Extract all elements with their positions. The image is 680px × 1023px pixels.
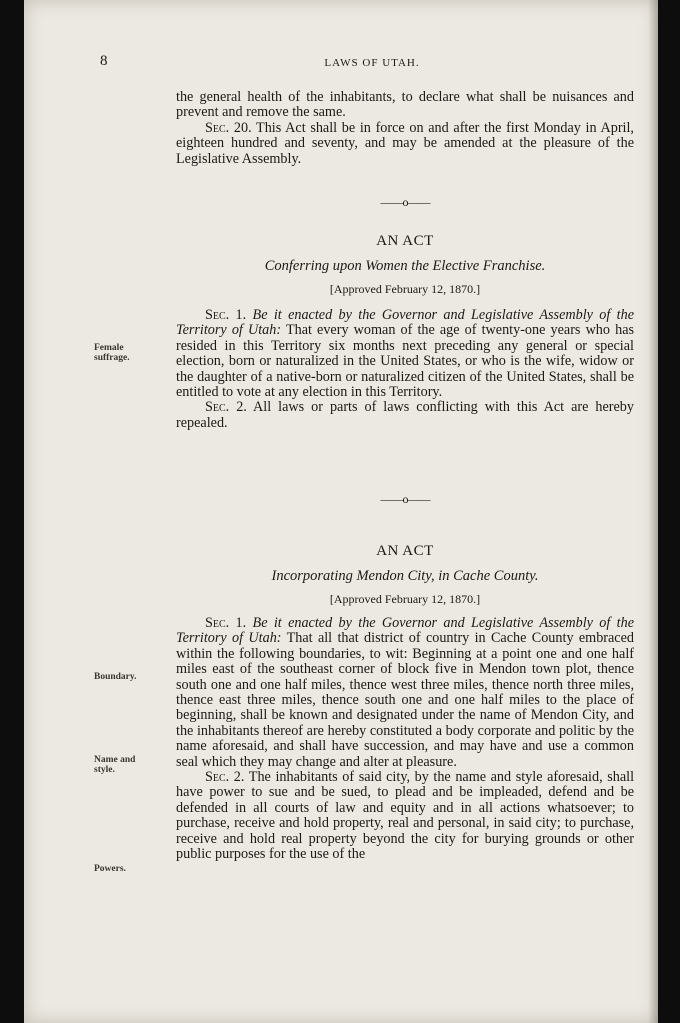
act-subtitle: Conferring upon Women the Elective Franchise. <box>264 258 546 274</box>
act-subtitle: Incorporating Mendon City, in Cache County. <box>271 568 539 584</box>
section-label: Sec. 1. <box>205 307 247 323</box>
section-label: Sec. 2. <box>205 399 247 416</box>
act-1-heading <box>176 233 634 297</box>
act-2-heading <box>176 543 634 607</box>
margin-note-boundary: Boundary. <box>94 672 137 682</box>
act-2-body <box>176 616 634 863</box>
approved-date: [Approved February 12, 1870.] <box>329 592 481 606</box>
section-text: The inhabitants of said city, by the name and style aforesaid, shall have power to sue and be sued, to plead and be impleaded, defend and be defended in all courts of law and equity and in all actions whatsoever; to purchase, receive and hold property, real and personal, in said city; to purchase, receive and hold real property beyond the city for burying grounds or other public purposes for the use of the <box>176 769 635 863</box>
act-1-section-1 <box>176 308 634 400</box>
section-text: That all that district of country in Cache County embraced within the following boundaries, to wit: Beginning at a point one and one half miles east of the southeast corner of block five in Mendon town plot, thence south one and one half miles, thence west three miles, thence north three miles, thence east three miles, thence south one and one half miles to the place of beginning, shall be known and designated under the name of Mendon City, and the inhabitants thereof are hereby constituted a body corporate and politic by the name aforesaid, and shall have succession, and may have and use a common seal which they may change and alter at pleasure. <box>176 630 634 770</box>
section-label: Sec. 2. <box>205 769 245 786</box>
section-text: This Act shall be in force on and after the first Monday in April, eighteen hundred and seventy, and may be amended at the pleasure of the Legislative Assembly. <box>176 119 634 167</box>
act-1-section-2 <box>176 400 634 431</box>
act-1-body <box>176 308 634 431</box>
section-20 <box>176 121 634 167</box>
page-number: 8 <box>100 53 108 69</box>
enacting-clause: Be it enacted by the Governor and Legislative Assembly of the Territory of Utah: <box>176 615 635 647</box>
margin-note-female-suffrage: Female suffrage. <box>94 343 130 363</box>
margin-note-name-and-style: Name and style. <box>94 755 136 775</box>
divider-2: ——o—— <box>380 492 430 506</box>
opening-block <box>176 90 634 167</box>
running-title: LAWS OF UTAH. <box>324 57 420 69</box>
act-2-section-1 <box>176 616 634 770</box>
section-text: That every woman of the age of twenty-one years who has resided in this Territory six months next preceding any general or special election, born or naturalized in the United States, or who is the wife, widow or the daughter of a native-born or naturalized citizen of the United States, shall be entitled to vote at any election in this Territory. <box>176 322 635 401</box>
approved-date: [Approved February 12, 1870.] <box>329 282 481 296</box>
opening-paragraph: the general health of the inhabitants, to declare what shall be nuisances and prevent and remove the same. <box>176 89 634 121</box>
enacting-clause: Be it enacted by the Governor and Legislative Assembly of the Territory of Utah: <box>176 307 635 339</box>
section-text: All laws or parts of laws conflicting with this Act are hereby repealed. <box>176 399 634 431</box>
margin-note-powers: Powers. <box>94 864 126 874</box>
page-edge-shadow <box>648 0 658 1023</box>
divider-1: ——o—— <box>380 195 430 209</box>
book-page <box>24 0 658 1023</box>
act-title: AN ACT <box>376 543 434 559</box>
section-label: Sec. 20. <box>205 119 252 136</box>
section-label: Sec. 1. <box>205 615 247 631</box>
act-title: AN ACT <box>376 233 434 249</box>
act-2-section-2 <box>176 770 634 862</box>
